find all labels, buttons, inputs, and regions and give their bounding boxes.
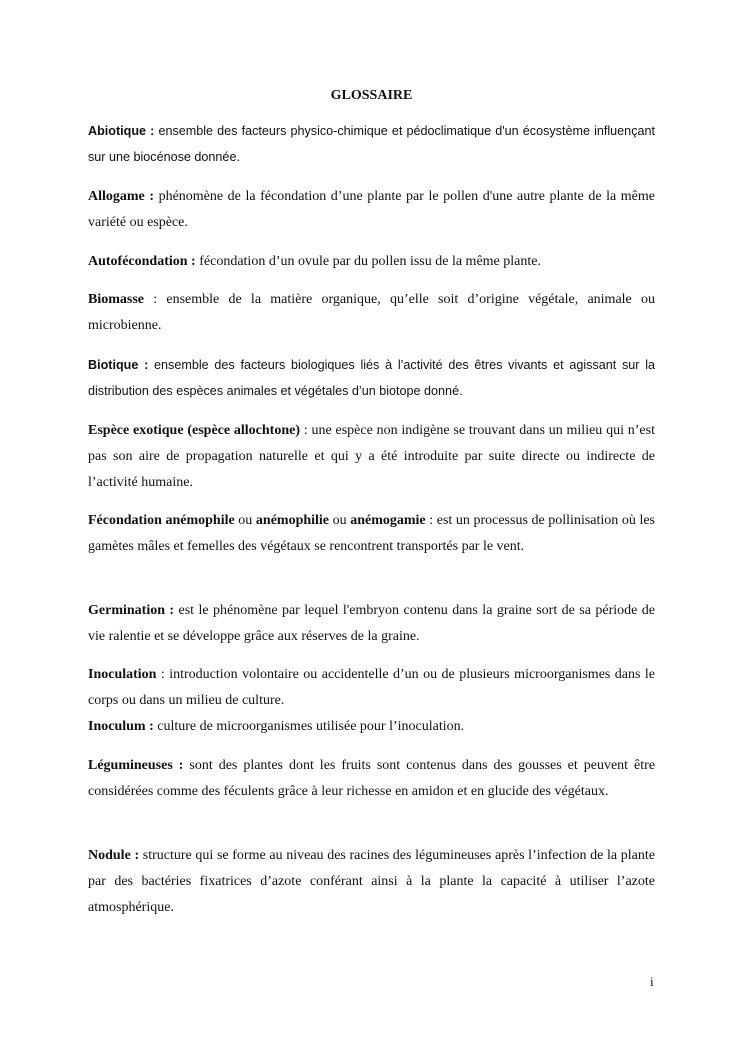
glossary-term: Inoculum : (88, 719, 154, 734)
glossary-entry-biotique (88, 352, 655, 404)
glossary-definition: ensemble des facteurs biologiques liés à l’activité des êtres vivants et agissant sur la distribution des espèces animales et végétales d’un biotope donné. (88, 358, 656, 398)
glossary-entry-autofecondation (88, 249, 655, 275)
glossary-entry-nodule (88, 843, 655, 921)
glossary-entry-germination (88, 598, 655, 650)
glossary-entry-biomasse (88, 287, 655, 339)
glossary-connector: ou (234, 513, 256, 528)
glossary-entry-legumineuses (88, 753, 655, 805)
glossary-term: Allogame : (88, 189, 154, 204)
glossary-term: Autofécondation : (88, 254, 196, 269)
page-number: i (650, 974, 654, 989)
glossary-definition: ensemble des facteurs physico-chimique et pédoclimatique d'un écosystème influençant sur une biocénose donnée. (88, 124, 655, 164)
glossary-term-alt: anémophilie (255, 513, 330, 528)
glossary-entry-inoculation (88, 662, 655, 714)
glossary-definition: sont des plantes dont les fruits sont contenus dans des gousses et peuvent être considérées comme des féculents grâce à leur richesse en amidon et en glucide des végétaux. (88, 758, 655, 799)
glossary-term: Germination : (88, 603, 175, 618)
glossary-term: Légumineuses : (88, 758, 184, 773)
glossary-term: Inoculation (88, 667, 157, 682)
glossary-definition: fécondation d’un ovule par du pollen issu de la même plante. (195, 254, 541, 269)
glossary-term-alt: anémogamie (350, 513, 426, 528)
glossary-connector: ou (329, 513, 351, 528)
glossary-definition: : une espèce non indigène se trouvant dans un milieu qui n’est pas son aire de propagation naturelle et qui y a été introduite par suite directe ou indirecte de l’activité humaine. (88, 423, 655, 490)
glossary-term: Fécondation anémophile (88, 513, 235, 528)
glossary-term: Espèce exotique (espèce allochtone) (88, 423, 300, 438)
glossary-definition: : ensemble de la matière organique, qu’elle soit d’origine végétale, animale ou microbienne. (88, 292, 655, 333)
page-title: GLOSSAIRE (330, 88, 413, 103)
glossary-entry-espece-exotique (88, 418, 655, 496)
glossary-definition: : introduction volontaire ou accidentelle d’un ou de plusieurs microorganismes dans le corps ou dans un milieu de culture. (88, 667, 655, 708)
glossary-term: Abiotique : (88, 124, 155, 138)
glossary-definition: phénomène de la fécondation d’une plante par le pollen d'une autre plante de la même variété ou espèce. (88, 189, 655, 230)
glossary-term: Biomasse (88, 292, 144, 307)
glossary-definition: culture de microorganismes utilisée pour l’inoculation. (153, 719, 465, 734)
glossary-term: Nodule : (88, 848, 140, 863)
glossary-entry-inoculum (88, 714, 655, 740)
glossary-entry-abiotique (88, 118, 655, 170)
glossary-term: Biotique : (88, 358, 149, 372)
glossary-definition: : est un processus de pollinisation où les gamètes mâles et femelles des végétaux se rencontrent transportés par le vent. (88, 513, 656, 554)
glossary-entry-fecondation-anemophile (88, 508, 655, 560)
glossary-definition: structure qui se forme au niveau des racines des légumineuses après l’infection de la plante par des bactéries fixatrices d’azote conférant ainsi à la plante la capacité à utiliser l’azote atmosphérique. (88, 848, 655, 915)
glossary-entry-allogame (88, 184, 655, 236)
glossary-definition: est le phénomène par lequel l'embryon contenu dans la graine sort de sa période de vie ralentie et se développe grâce aux réserves de la graine. (88, 603, 655, 644)
